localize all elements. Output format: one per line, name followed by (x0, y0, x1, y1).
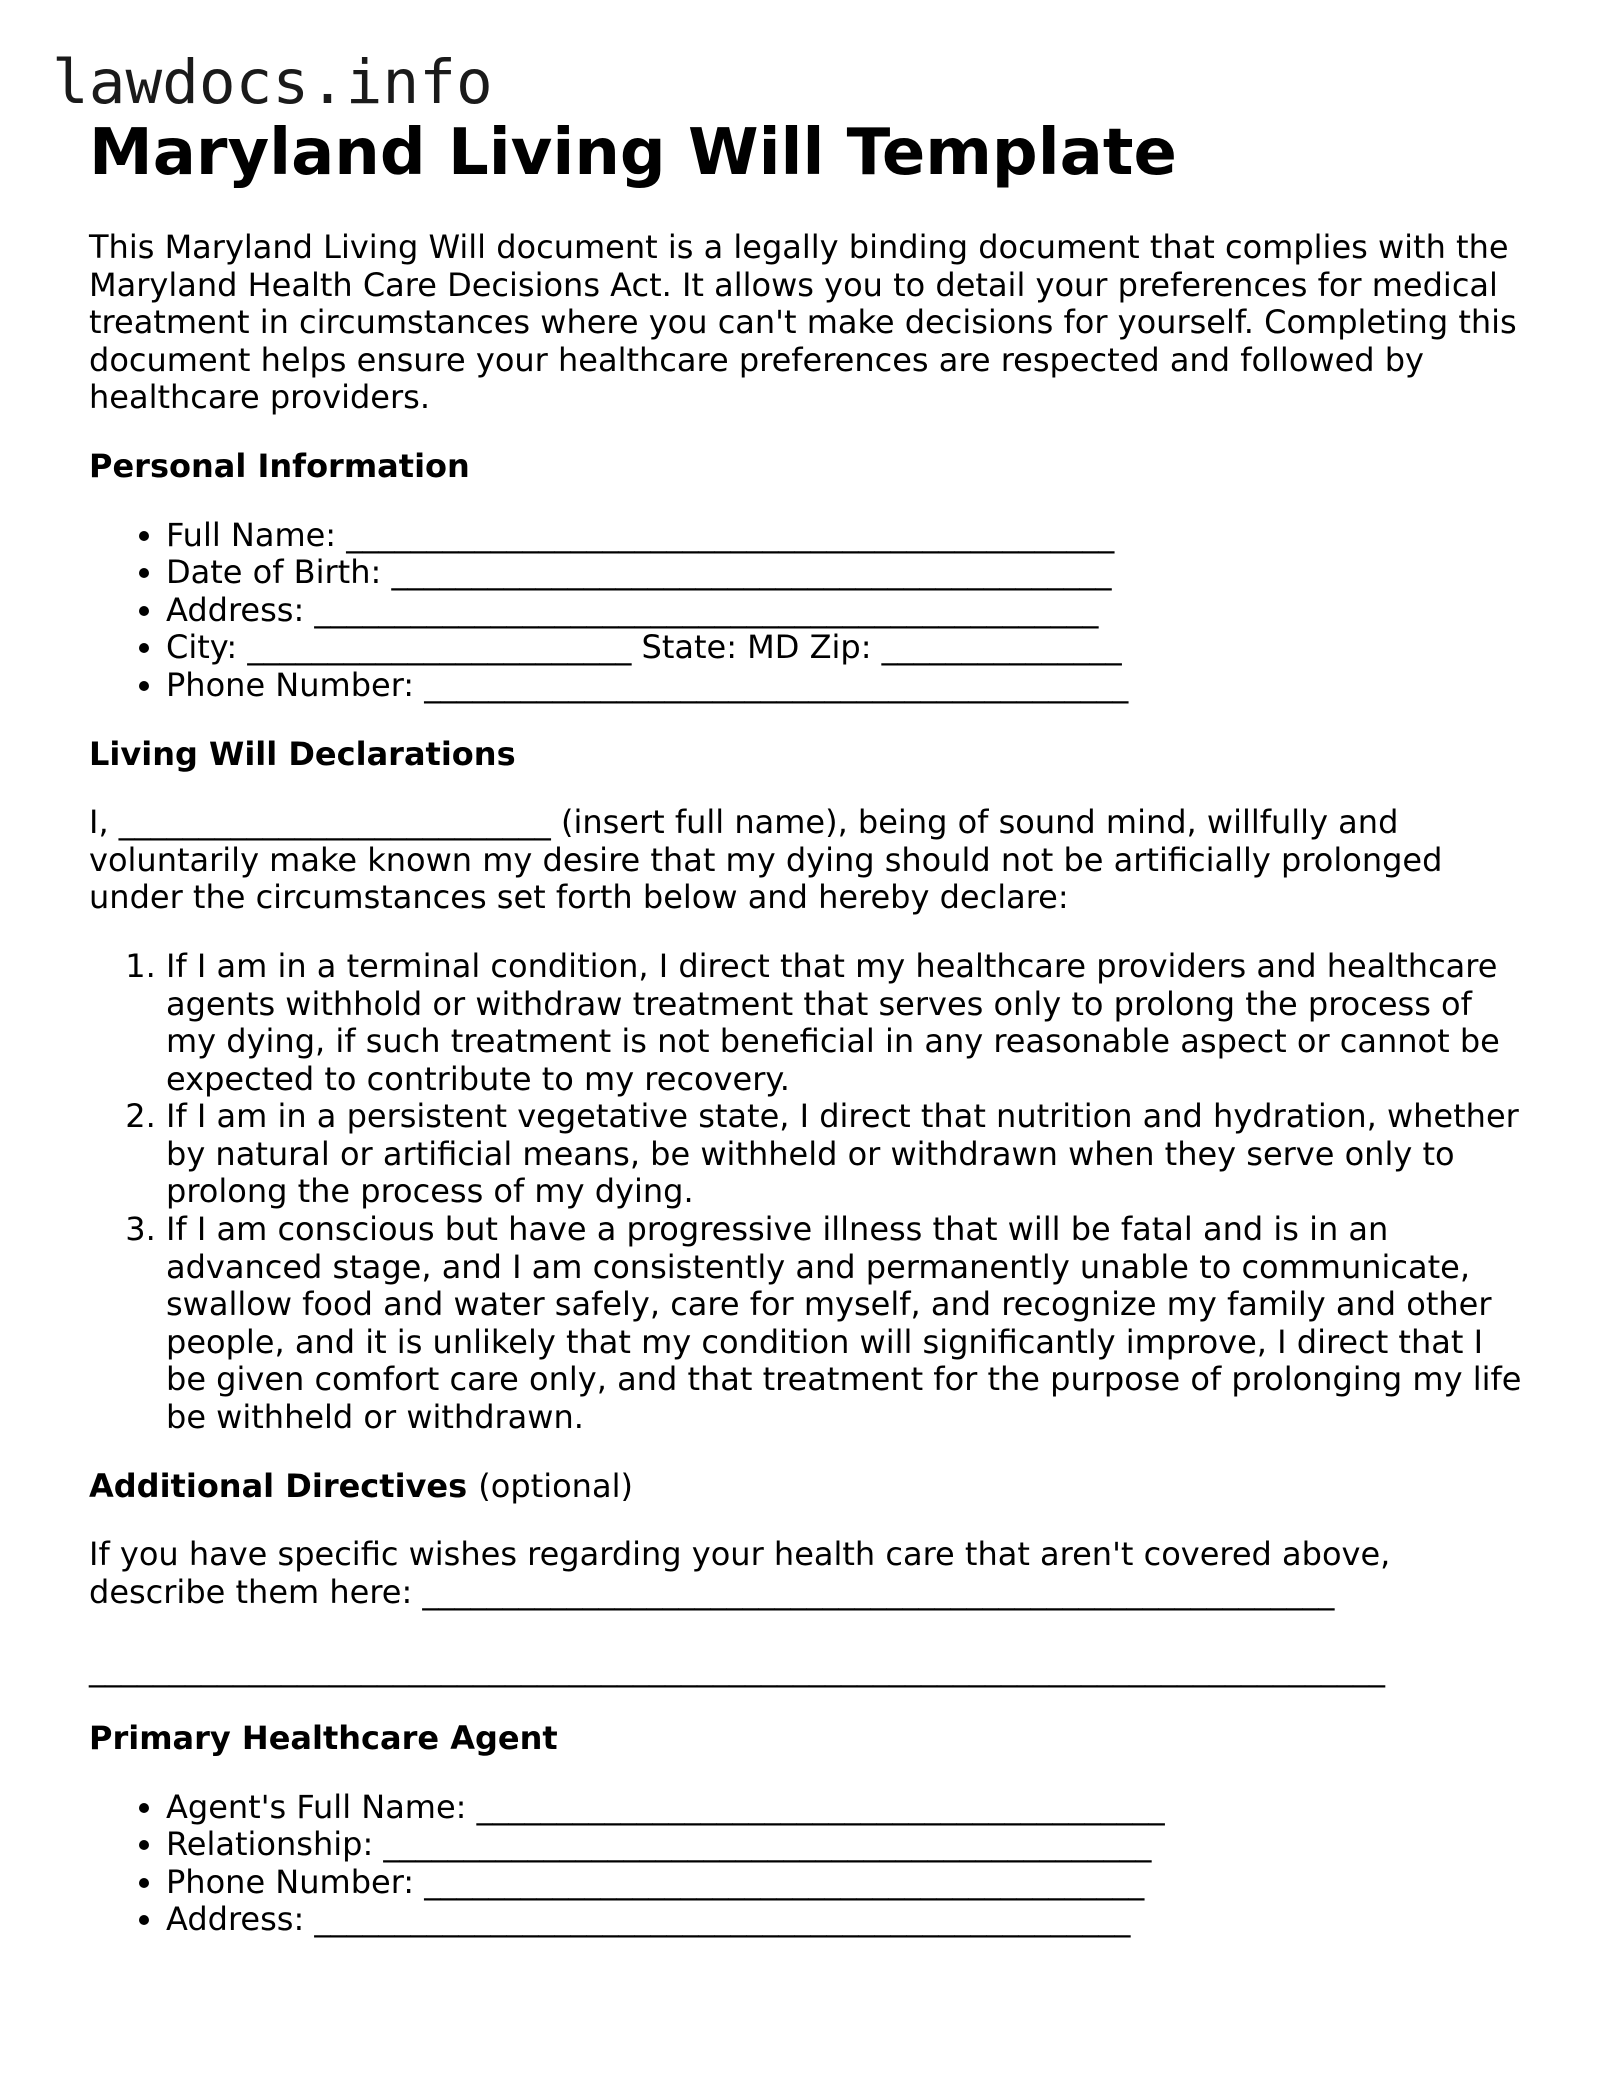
agent-address-field[interactable]: • Address: ___________________________________________________ (166, 1901, 1529, 1939)
full-name-field[interactable]: • Full Name: ________________________________________________ (166, 517, 1529, 555)
primary-agent-heading: Primary Healthcare Agent (89, 1719, 558, 1757)
declaration-intro: I, ___________________________ (insert full name), being of sound mind, willfully and voluntarily make known my desire that my dying should not be artificially prolonged under the circumstances set forth below and hereby declare: (89, 803, 1443, 917)
primary-agent-list (89, 1789, 1529, 1939)
agent-relationship-field[interactable]: • Relationship: ________________________________________________ (166, 1826, 1529, 1864)
additional-directives-text[interactable]: If you have specific wishes regarding your health care that aren't covered above, describe them here: _________________________________________________________ (89, 1535, 1391, 1611)
document-title: Maryland Living Will Template (89, 116, 1177, 190)
declarations-heading: Living Will Declarations (89, 734, 516, 773)
phone-number-field[interactable]: • Phone Number: ____________________________________________ (166, 667, 1529, 705)
declaration-item-progressive-illness: 3. If I am conscious but have a progressive illness that will be fatal and is in an advanced stage, and I am consistently and permanently unable to communicate, swallow food and water safely, care for myself, and recognize my family and other people, and it is unlikely that my condition will significantly improve, I direct that I be given comfort care only, and that treatment for the purpose of prolonging my life be withheld or withdrawn. (166, 1211, 1529, 1437)
declaration-item-terminal: 1. If I am in a terminal condition, I direct that my healthcare providers and healthcare agents withhold or withdraw treatment that serves only to prolong the process of my dying, if such treatment is not beneficial in any reasonable aspect or cannot be expected to contribute to my recovery. (166, 948, 1529, 1098)
agent-phone-number-field[interactable]: • Phone Number: _____________________________________________ (166, 1864, 1529, 1902)
additional-directives-blank-line[interactable]: _________________________________________________________________________________ (89, 1650, 1385, 1689)
optional-note: (optional) (478, 1466, 633, 1505)
declaration-item-vegetative: 2. If I am in a persistent vegetative state, I direct that nutrition and hydration, whether by natural or artificial means, be withheld or withdrawn when they serve only to prolong the process of my dying. (166, 1098, 1529, 1211)
intro-paragraph: This Maryland Living Will document is a legally binding document that complies with the Maryland Health Care Decisions Act. It allows you to detail your preferences for medical treatment in circumstances where you can't make decisions for yourself. Completing this document helps ensure your healthcare preferences are respected and followed by healthcare providers. (89, 228, 1517, 417)
personal-info-heading: Personal Information (89, 446, 470, 485)
document-page (89, 117, 1529, 1939)
additional-directives-title: Additional Directives (89, 1466, 468, 1505)
site-watermark: lawdocs.info (52, 47, 493, 118)
additional-directives-heading (89, 1468, 1529, 1506)
city-state-zip-field[interactable]: • City: ________________________ State: MD Zip: _______________ (166, 629, 1529, 667)
declarations-list (89, 948, 1529, 1437)
agent-full-name-field[interactable]: • Agent's Full Name: ___________________________________________ (166, 1789, 1529, 1827)
personal-info-list (89, 517, 1529, 705)
address-field[interactable]: • Address: _________________________________________________ (166, 592, 1529, 630)
date-of-birth-field[interactable]: • Date of Birth: _____________________________________________ (166, 554, 1529, 592)
